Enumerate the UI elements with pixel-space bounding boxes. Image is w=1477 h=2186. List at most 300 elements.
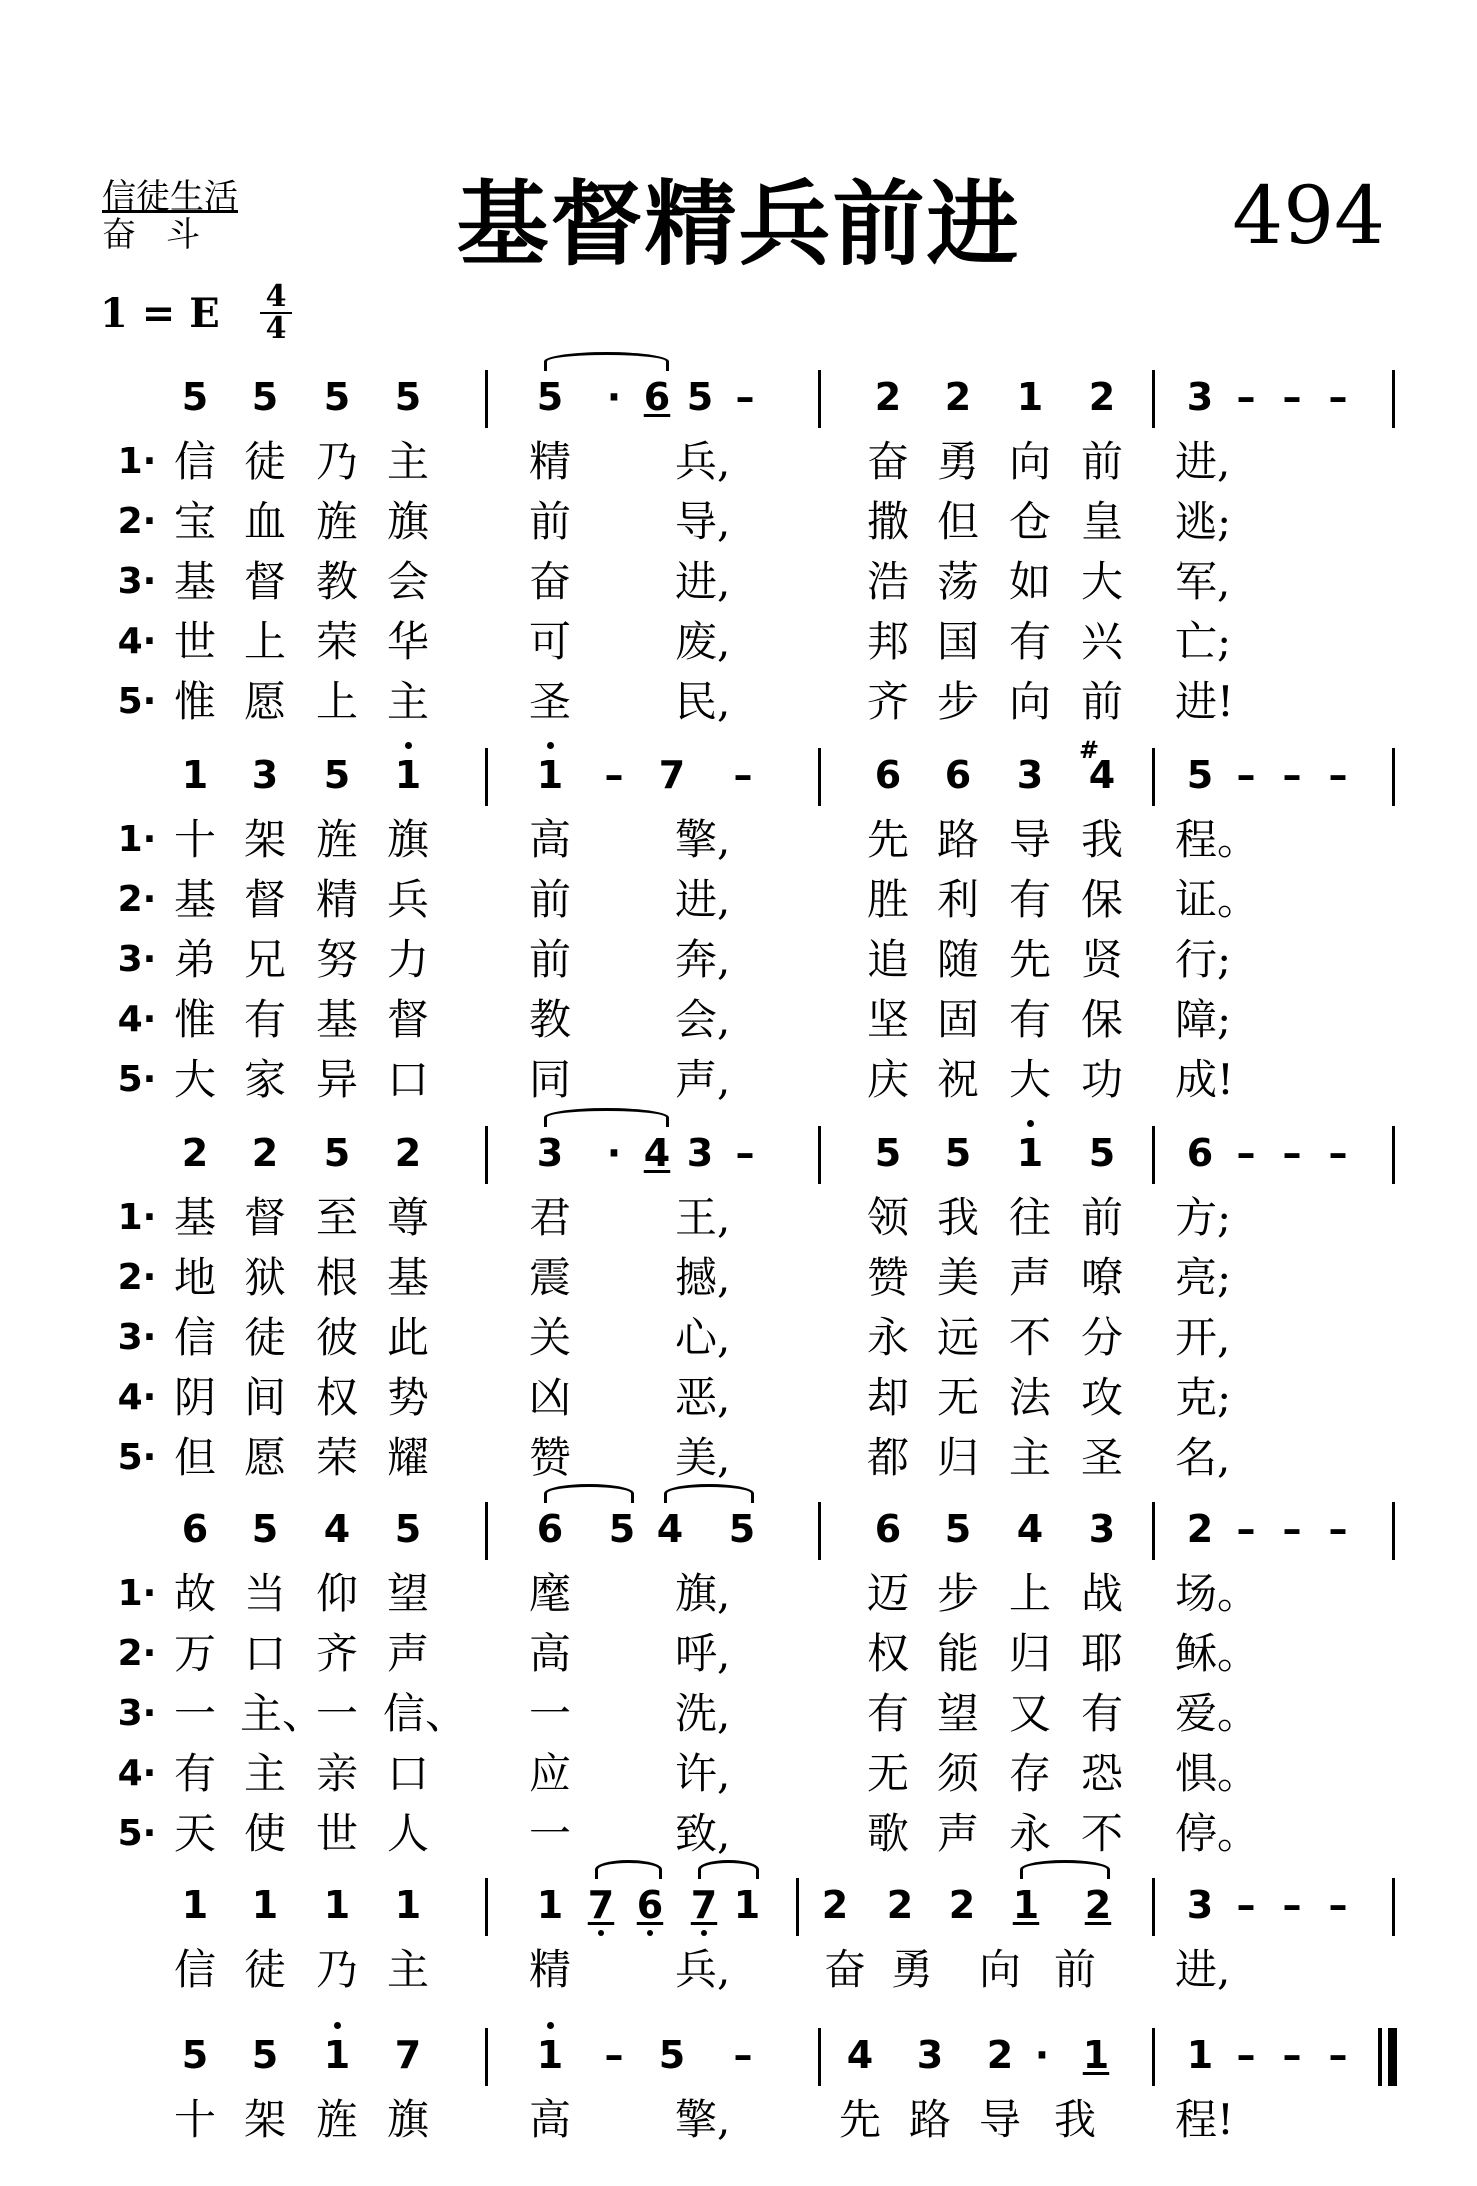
lyric-syllable: 兄 bbox=[243, 935, 286, 984]
lyric-line bbox=[0, 674, 1477, 734]
lyric-syllable: 程。 bbox=[1175, 815, 1260, 864]
verse-number: 2· bbox=[117, 879, 157, 920]
notation-text: 5 bbox=[658, 2033, 686, 2077]
notation-text: 3 bbox=[1016, 753, 1044, 797]
lyric-syllable: 导 bbox=[1008, 815, 1051, 864]
lyric-syllable: 废, bbox=[675, 617, 731, 666]
lyric-syllable: 前 bbox=[528, 497, 571, 546]
lyric-syllable: 基 bbox=[386, 1253, 429, 1302]
notation-symbol bbox=[717, 1506, 767, 1552]
bar-line bbox=[485, 1502, 488, 1560]
notation-text: 5 bbox=[728, 1507, 756, 1551]
notation-text: 3 bbox=[1088, 1507, 1116, 1551]
notation-symbol bbox=[1267, 1130, 1317, 1176]
octave-down-dot-icon bbox=[598, 1930, 604, 1936]
lyric-syllable: 主 bbox=[386, 677, 429, 726]
lyric-syllable: 主、 bbox=[240, 1689, 325, 1738]
notation-symbol bbox=[875, 1882, 925, 1928]
lyric-syllable: 主 bbox=[386, 437, 429, 486]
notation-text: 1 bbox=[536, 1883, 564, 1927]
bar-line bbox=[1392, 1878, 1395, 1936]
lyric-syllable: 有 bbox=[173, 1749, 216, 1798]
lyric-syllable: 永 bbox=[1008, 1809, 1051, 1858]
notation-text: 2 bbox=[251, 1131, 279, 1175]
hymn-title: 基督精兵前进 bbox=[456, 171, 1021, 278]
lyric-syllable: 奋 bbox=[866, 437, 909, 486]
notation-text: 2 bbox=[394, 1131, 422, 1175]
notation-symbol bbox=[240, 2032, 290, 2078]
notation-symbol bbox=[1077, 1130, 1127, 1176]
lyric-syllable: 应 bbox=[528, 1749, 571, 1798]
notation-text: 2 bbox=[1084, 1883, 1112, 1927]
lyric-syllable: 路 bbox=[908, 2095, 951, 2144]
lyric-syllable: 不 bbox=[1008, 1313, 1051, 1362]
bar-line bbox=[1392, 1502, 1395, 1560]
notation-symbol bbox=[1313, 1506, 1363, 1552]
notation-symbol bbox=[597, 1506, 647, 1552]
notation-symbol bbox=[1005, 1506, 1055, 1552]
notation-symbol bbox=[645, 1506, 695, 1552]
verse-number: 1· bbox=[117, 819, 157, 860]
lyric-syllable: 坚 bbox=[866, 995, 909, 1044]
notation-symbol bbox=[170, 1882, 220, 1928]
verse-number: 2· bbox=[117, 1633, 157, 1674]
lyric-syllable: 步 bbox=[936, 677, 979, 726]
lyric-syllable: 胜 bbox=[866, 875, 909, 924]
notation-symbol bbox=[937, 1882, 987, 1928]
lyric-syllable: 都 bbox=[866, 1433, 909, 1482]
notation-symbol bbox=[1077, 736, 1127, 798]
notation-symbol bbox=[1221, 1506, 1271, 1552]
lyric-syllable: 祝 bbox=[936, 1055, 979, 1104]
lyric-syllable: 迈 bbox=[866, 1569, 909, 1618]
notation-symbol bbox=[1077, 1506, 1127, 1552]
notation-text: – bbox=[1236, 1131, 1256, 1175]
lyric-syllable: 基 bbox=[173, 875, 216, 924]
lyric-syllable: 当 bbox=[243, 1569, 286, 1618]
lyric-syllable: 宝 bbox=[173, 497, 216, 546]
lyric-syllable: 有 bbox=[1008, 617, 1051, 666]
lyric-syllable: 我 bbox=[936, 1193, 979, 1242]
hymn-number: 494 bbox=[1232, 169, 1385, 262]
notation-text: 5 bbox=[181, 2033, 209, 2077]
notation-symbol bbox=[1175, 1882, 1225, 1928]
notation-text: 7 bbox=[394, 2033, 422, 2077]
notation-text: 4 bbox=[643, 1131, 671, 1175]
verse-number: 4· bbox=[117, 621, 157, 662]
notation-symbol bbox=[863, 752, 913, 798]
notation-symbol bbox=[312, 752, 362, 798]
notation-symbol bbox=[1267, 374, 1317, 420]
bar-line bbox=[818, 370, 821, 428]
notation-text: 3 bbox=[251, 753, 279, 797]
notation-text: 1 bbox=[181, 753, 209, 797]
notation-symbol bbox=[1313, 374, 1363, 420]
verse-number: 1· bbox=[117, 1573, 157, 1614]
lyric-syllable: 功 bbox=[1080, 1055, 1123, 1104]
notation-text: 4 bbox=[846, 2033, 874, 2077]
lyric-syllable: 弟 bbox=[173, 935, 216, 984]
lyric-syllable: 勇 bbox=[890, 1945, 933, 1994]
lyric-syllable: 基 bbox=[173, 1193, 216, 1242]
lyric-line bbox=[0, 1190, 1477, 1250]
lyric-syllable: 不 bbox=[1080, 1809, 1123, 1858]
lyric-syllable: 成! bbox=[1175, 1055, 1234, 1104]
bar-line bbox=[1392, 748, 1395, 806]
lyric-syllable: 贤 bbox=[1080, 935, 1123, 984]
lyric-line bbox=[0, 1310, 1477, 1370]
notation-text: 5 bbox=[944, 1507, 972, 1551]
lyric-syllable: 乃 bbox=[315, 437, 358, 486]
lyric-syllable: 主 bbox=[386, 1945, 429, 1994]
lyric-syllable: 一 bbox=[528, 1809, 571, 1858]
notation-text: – bbox=[1236, 1883, 1256, 1927]
lyric-syllable: 惟 bbox=[173, 677, 216, 726]
lyric-syllable: 有 bbox=[1008, 995, 1051, 1044]
notation-text: 5 bbox=[1088, 1131, 1116, 1175]
lyric-syllable: 力 bbox=[386, 935, 429, 984]
notation-symbol bbox=[863, 1506, 913, 1552]
slur-mark bbox=[1020, 1860, 1110, 1879]
lyric-syllable: 权 bbox=[315, 1373, 358, 1422]
notation-symbol bbox=[718, 2032, 768, 2078]
lyric-syllable: 行; bbox=[1175, 935, 1232, 984]
lyric-syllable: 利 bbox=[936, 875, 979, 924]
verse-number: 4· bbox=[117, 999, 157, 1040]
notation-symbol bbox=[589, 2032, 639, 2078]
notation-text: 4 bbox=[1016, 1507, 1044, 1551]
lyric-syllable: 无 bbox=[936, 1373, 979, 1422]
verse-number: 5· bbox=[117, 1813, 157, 1854]
lyric-syllable: 方; bbox=[1175, 1193, 1232, 1242]
lyric-syllable: 齐 bbox=[866, 677, 909, 726]
notation-symbol bbox=[576, 1882, 626, 1928]
lyric-syllable: 口 bbox=[243, 1629, 286, 1678]
lyric-syllable: 一 bbox=[315, 1689, 358, 1738]
lyric-syllable: 有 bbox=[243, 995, 286, 1044]
notation-text: – bbox=[1328, 1507, 1348, 1551]
notation-text: 1 bbox=[1016, 1131, 1044, 1175]
notation-text: 2 bbox=[944, 375, 972, 419]
lyric-line bbox=[0, 812, 1477, 872]
lyric-syllable: 邦 bbox=[866, 617, 909, 666]
lyric-syllable: 庆 bbox=[866, 1055, 909, 1104]
lyric-syllable: 有 bbox=[1080, 1689, 1123, 1738]
notation-symbol bbox=[1267, 1506, 1317, 1552]
lyric-syllable: 爱。 bbox=[1175, 1689, 1260, 1738]
lyric-syllable: 路 bbox=[936, 815, 979, 864]
lyric-line bbox=[0, 614, 1477, 674]
notation-text: – bbox=[1282, 1507, 1302, 1551]
notation-text: 1 bbox=[1016, 375, 1044, 419]
notation-symbol bbox=[1313, 1882, 1363, 1928]
lyric-syllable: 如 bbox=[1008, 557, 1051, 606]
lyric-syllable: 信、 bbox=[383, 1689, 468, 1738]
lyric-syllable: 擎, bbox=[675, 2095, 731, 2144]
lyric-syllable: 旌 bbox=[315, 815, 358, 864]
lyric-syllable: 使 bbox=[243, 1809, 286, 1858]
lyric-syllable: 逃; bbox=[1175, 497, 1232, 546]
lyric-syllable: 阴 bbox=[173, 1373, 216, 1422]
lyric-syllable: 证。 bbox=[1175, 875, 1260, 924]
notation-symbol bbox=[170, 2032, 220, 2078]
lyric-line bbox=[0, 1746, 1477, 1806]
notation-text: 2 bbox=[1186, 1507, 1214, 1551]
lyric-syllable: 惧。 bbox=[1175, 1749, 1260, 1798]
bar-line bbox=[1152, 370, 1155, 428]
notation-symbol bbox=[1005, 1130, 1055, 1176]
lyric-syllable: 架 bbox=[243, 815, 286, 864]
bar-line bbox=[1392, 1126, 1395, 1184]
lyric-syllable: 此 bbox=[386, 1313, 429, 1362]
notation-text: 1 bbox=[394, 1883, 422, 1927]
lyric-syllable: 同 bbox=[528, 1055, 571, 1104]
bar-line bbox=[1378, 2028, 1382, 2086]
lyric-syllable: 望 bbox=[386, 1569, 429, 1618]
lyric-syllable: 一 bbox=[173, 1689, 216, 1738]
notation-text: 1 bbox=[1012, 1883, 1040, 1927]
bar-line bbox=[818, 748, 821, 806]
lyric-syllable: 克; bbox=[1175, 1373, 1232, 1422]
lyric-syllable: 世 bbox=[173, 617, 216, 666]
lyric-syllable: 王, bbox=[675, 1193, 731, 1242]
lyric-syllable: 教 bbox=[528, 995, 571, 1044]
lyric-syllable: 许, bbox=[675, 1749, 731, 1798]
lyric-line bbox=[0, 1430, 1477, 1490]
notation-text: – bbox=[735, 375, 755, 419]
lyric-syllable: 美 bbox=[936, 1253, 979, 1302]
notation-symbol bbox=[1175, 1130, 1225, 1176]
verse-number: 5· bbox=[117, 1437, 157, 1478]
notation-text: 3 bbox=[1186, 375, 1214, 419]
lyric-syllable: 开, bbox=[1175, 1313, 1231, 1362]
bar-line bbox=[1152, 748, 1155, 806]
lyric-syllable: 主 bbox=[1008, 1433, 1051, 1482]
notation-symbol bbox=[1221, 1882, 1271, 1928]
lyric-syllable: 声 bbox=[386, 1629, 429, 1678]
notation-symbol bbox=[312, 1506, 362, 1552]
notation-text: 6 bbox=[181, 1507, 209, 1551]
lyric-syllable: 兴 bbox=[1080, 617, 1123, 666]
lyric-syllable: 稣。 bbox=[1175, 1629, 1260, 1678]
lyric-syllable: 精 bbox=[528, 1945, 571, 1994]
lyric-syllable: 旗, bbox=[675, 1569, 731, 1618]
notation-symbol bbox=[1175, 1506, 1225, 1552]
lyric-syllable: 兵, bbox=[675, 1945, 731, 1994]
notation-symbol bbox=[835, 2032, 885, 2078]
notation-symbol bbox=[1313, 1130, 1363, 1176]
lyric-syllable: 永 bbox=[866, 1313, 909, 1362]
notation-symbol bbox=[675, 374, 725, 420]
lyric-syllable: 地 bbox=[173, 1253, 216, 1302]
lyric-syllable: 关 bbox=[528, 1313, 571, 1362]
lyric-syllable: 声 bbox=[1008, 1253, 1051, 1302]
notation-text: 1 bbox=[323, 2033, 351, 2077]
lyric-syllable: 我 bbox=[1053, 2095, 1096, 2144]
lyric-syllable: 间 bbox=[243, 1373, 286, 1422]
lyric-syllable: 嘹 bbox=[1080, 1253, 1123, 1302]
notation-symbol bbox=[1175, 2032, 1225, 2078]
notation-text: 5 bbox=[944, 1131, 972, 1175]
notation-symbol bbox=[383, 1130, 433, 1176]
lyric-syllable: 攻 bbox=[1080, 1373, 1123, 1422]
notation-text: 5 bbox=[394, 1507, 422, 1551]
lyric-syllable: 又 bbox=[1008, 1689, 1051, 1738]
lyric-line bbox=[0, 872, 1477, 932]
notation-text: 2 bbox=[874, 375, 902, 419]
bar-line bbox=[1152, 1502, 1155, 1560]
notation-symbol bbox=[1221, 2032, 1271, 2078]
notation-text: 5 bbox=[608, 1507, 636, 1551]
lyric-syllable: 奔, bbox=[675, 935, 731, 984]
lyric-syllable: 有 bbox=[1008, 875, 1051, 924]
lyric-syllable: 耶 bbox=[1080, 1629, 1123, 1678]
notation-symbol bbox=[170, 374, 220, 420]
lyric-syllable: 上 bbox=[243, 617, 286, 666]
notation-text: 1 bbox=[536, 753, 564, 797]
notation-symbol bbox=[1221, 752, 1271, 798]
notation-symbol bbox=[170, 1506, 220, 1552]
notation-text: – bbox=[1236, 753, 1256, 797]
notation-text: 6 bbox=[944, 753, 972, 797]
lyric-syllable: 十 bbox=[173, 2095, 216, 2144]
final-bar-line bbox=[1388, 2028, 1397, 2086]
lyric-syllable: 可 bbox=[528, 617, 571, 666]
lyric-syllable: 根 bbox=[315, 1253, 358, 1302]
notation-text: – bbox=[1328, 1131, 1348, 1175]
notation-text: 2 bbox=[1088, 375, 1116, 419]
notation-text: 5 bbox=[1186, 753, 1214, 797]
notation-symbol bbox=[240, 1506, 290, 1552]
lyric-syllable: 洗, bbox=[675, 1689, 731, 1738]
category-label: 信徒生活 bbox=[102, 177, 238, 217]
notation-text: 3 bbox=[536, 1131, 564, 1175]
notation-symbol bbox=[1005, 374, 1055, 420]
notation-text: – bbox=[1282, 1131, 1302, 1175]
notation-symbol bbox=[720, 1130, 770, 1176]
notation-symbol bbox=[383, 1506, 433, 1552]
lyric-syllable: 兵, bbox=[675, 437, 731, 486]
lyric-syllable: 先 bbox=[866, 815, 909, 864]
lyric-syllable: 徒 bbox=[243, 1313, 286, 1362]
notation-text: 5 bbox=[874, 1131, 902, 1175]
lyric-line bbox=[0, 434, 1477, 494]
lyric-syllable: 呼, bbox=[675, 1629, 731, 1678]
notation-symbol bbox=[1017, 2032, 1067, 2078]
lyric-syllable: 权 bbox=[866, 1629, 909, 1678]
bar-line bbox=[818, 2028, 821, 2086]
notation-symbol bbox=[312, 1130, 362, 1176]
lyric-syllable: 能 bbox=[936, 1629, 979, 1678]
lyric-syllable: 君 bbox=[528, 1193, 571, 1242]
lyric-syllable: 却 bbox=[866, 1373, 909, 1422]
lyric-syllable: 前 bbox=[1080, 437, 1123, 486]
notation-text: 5 bbox=[251, 375, 279, 419]
notation-symbol bbox=[933, 1506, 983, 1552]
notation-symbol bbox=[1221, 374, 1271, 420]
lyric-syllable: 尊 bbox=[386, 1193, 429, 1242]
lyric-syllable: 督 bbox=[243, 557, 286, 606]
notation-text: 5 bbox=[323, 753, 351, 797]
verse-number: 1· bbox=[117, 441, 157, 482]
lyric-syllable: 督 bbox=[386, 995, 429, 1044]
lyric-syllable: 齐 bbox=[315, 1629, 358, 1678]
notation-symbol bbox=[1005, 752, 1055, 798]
notation-text: 5 bbox=[323, 1131, 351, 1175]
notation-symbol bbox=[312, 2032, 362, 2078]
notation-symbol bbox=[240, 752, 290, 798]
lyric-syllable: 会, bbox=[675, 995, 731, 1044]
notation-text: 6 bbox=[636, 1883, 664, 1927]
bar-line bbox=[485, 2028, 488, 2086]
notation-text: 3 bbox=[916, 2033, 944, 2077]
lyric-syllable: 导, bbox=[675, 497, 731, 546]
lyric-syllable: 基 bbox=[173, 557, 216, 606]
lyric-syllable: 固 bbox=[936, 995, 979, 1044]
lyric-syllable: 主 bbox=[243, 1749, 286, 1798]
notation-symbol bbox=[1313, 752, 1363, 798]
lyric-syllable: 荡 bbox=[936, 557, 979, 606]
octave-down-dot-icon bbox=[647, 1930, 653, 1936]
notation-symbol bbox=[625, 1882, 675, 1928]
verse-number: 4· bbox=[117, 1753, 157, 1794]
lyric-syllable: 万 bbox=[173, 1629, 216, 1678]
verse-number: 2· bbox=[117, 1257, 157, 1298]
verse-number: 2· bbox=[117, 501, 157, 542]
lyric-syllable: 口 bbox=[386, 1749, 429, 1798]
lyric-syllable: 先 bbox=[838, 2095, 881, 2144]
notation-text: 2 bbox=[821, 1883, 849, 1927]
lyric-syllable: 架 bbox=[243, 2095, 286, 2144]
notation-symbol bbox=[240, 374, 290, 420]
lyric-syllable: 信 bbox=[173, 1945, 216, 1994]
notation-text: 2 bbox=[886, 1883, 914, 1927]
lyric-syllable: 荣 bbox=[315, 617, 358, 666]
verse-number: 3· bbox=[117, 939, 157, 980]
lyric-syllable: 华 bbox=[386, 617, 429, 666]
lyric-syllable: 旗 bbox=[386, 2095, 429, 2144]
lyric-line bbox=[0, 1250, 1477, 1310]
time-signature-top: 4 bbox=[260, 282, 292, 314]
time-signature-bottom: 4 bbox=[265, 311, 287, 346]
notation-symbol bbox=[383, 1882, 433, 1928]
lyric-line bbox=[0, 1052, 1477, 1112]
bar-line bbox=[818, 1502, 821, 1560]
notation-text: – bbox=[1328, 2033, 1348, 2077]
notation-symbol bbox=[1001, 1882, 1051, 1928]
octave-up-dot-icon bbox=[547, 2022, 554, 2029]
verse-number: 4· bbox=[117, 1377, 157, 1418]
notation-symbol bbox=[383, 2032, 433, 2078]
lyric-syllable: 美, bbox=[675, 1433, 731, 1482]
notation-text: 6 bbox=[874, 753, 902, 797]
lyric-syllable: 前 bbox=[528, 875, 571, 924]
notation-text: – bbox=[1328, 753, 1348, 797]
lyric-syllable: 前 bbox=[1080, 1193, 1123, 1242]
notation-symbol bbox=[240, 1130, 290, 1176]
lyric-syllable: 我 bbox=[1080, 815, 1123, 864]
notation-text: – bbox=[1282, 375, 1302, 419]
lyric-syllable: 耀 bbox=[386, 1433, 429, 1482]
notation-symbol bbox=[525, 1130, 575, 1176]
notation-symbol bbox=[525, 374, 575, 420]
notation-text: 1 bbox=[181, 1883, 209, 1927]
lyric-syllable: 障; bbox=[1175, 995, 1232, 1044]
lyric-syllable: 恐 bbox=[1080, 1749, 1123, 1798]
lyric-line bbox=[0, 1942, 1477, 2002]
lyric-syllable: 军, bbox=[1175, 557, 1231, 606]
lyric-syllable: 奋 bbox=[823, 1945, 866, 1994]
